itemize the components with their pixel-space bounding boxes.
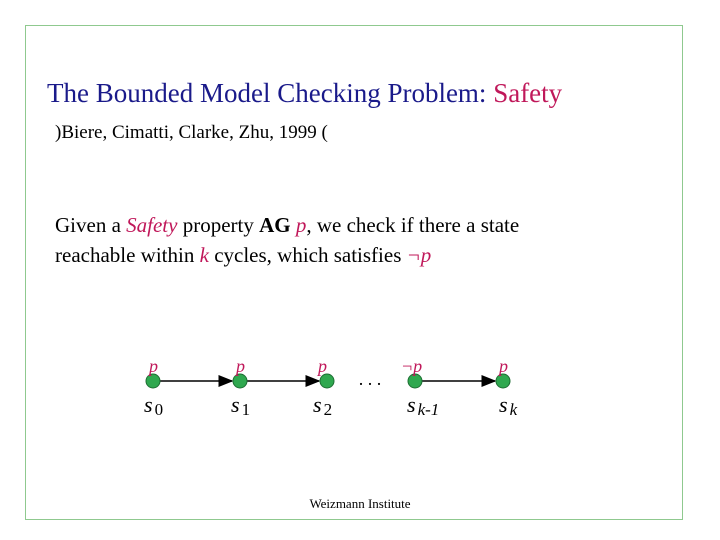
neg-p-formula: ¬p xyxy=(406,243,432,267)
para-text: , we check if there a state xyxy=(306,213,520,237)
citation: )Biere, Cimatti, Clarke, Zhu, 1999 ( xyxy=(55,122,328,143)
state-name-label: s k xyxy=(499,392,518,419)
p-variable: p xyxy=(295,213,307,237)
k-variable: k xyxy=(199,243,209,267)
para-text: reachable within xyxy=(55,243,200,267)
para-text: Given a xyxy=(55,213,127,237)
state-name-label: s 2 xyxy=(313,392,333,419)
title-highlight: Safety xyxy=(493,78,563,108)
state-node xyxy=(320,374,334,388)
state-node xyxy=(496,374,510,388)
state-property-label: p xyxy=(149,356,158,376)
footer-institution: Weizmann Institute xyxy=(309,496,411,511)
state-node xyxy=(146,374,160,388)
state-node xyxy=(233,374,247,388)
title-main: The Bounded Model Checking Problem: xyxy=(47,78,494,108)
ellipsis: . . . xyxy=(358,369,382,389)
para-text: property xyxy=(177,213,260,237)
ag-operator: AG xyxy=(259,213,296,237)
safety-term: Safety xyxy=(126,213,178,237)
state-name-label: s k-1 xyxy=(407,392,440,419)
state-name-label: s 0 xyxy=(144,392,164,419)
state-property-label: p xyxy=(236,356,245,376)
state-name-label: s 1 xyxy=(231,392,251,419)
state-property-label: p xyxy=(499,356,508,376)
para-text: cycles, which satisfies xyxy=(208,243,407,267)
state-node xyxy=(408,374,422,388)
state-property-label: ¬p xyxy=(401,356,423,376)
state-property-label: p xyxy=(318,356,327,376)
